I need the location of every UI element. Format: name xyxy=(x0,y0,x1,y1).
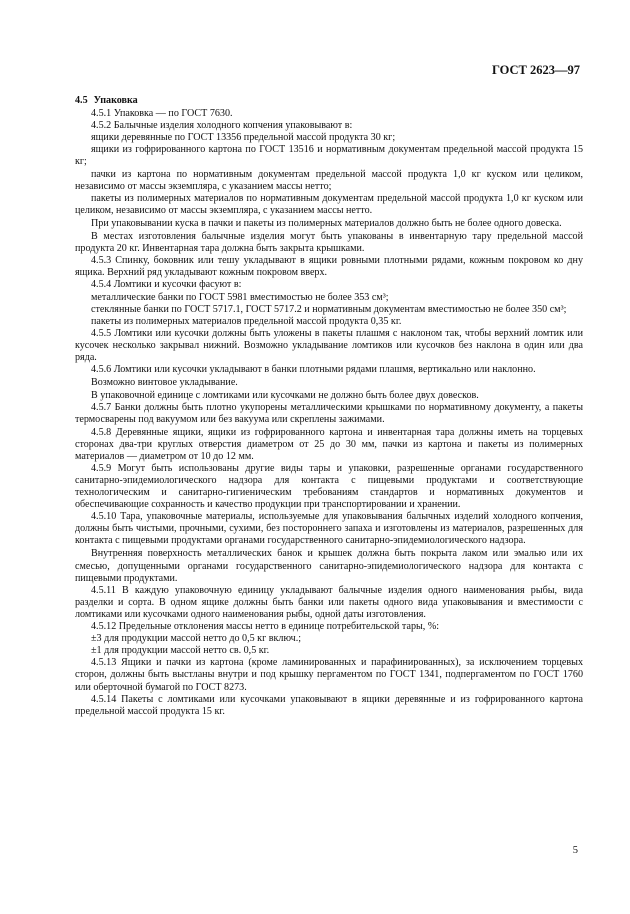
paragraph: стеклянные банки по ГОСТ 5717.1, ГОСТ 5717.2 и нормативным документам вместимостью не более 350 см³; xyxy=(91,303,567,315)
paragraph-4-5-9: 4.5.9 Могут быть использованы другие виды тары и упаковки, разрешенные органами государственного санитарно-эпидемиологического надзора для контакта с пищевыми продуктами и соответствующие технологическим и санитарно-гигиеническим требованиям стандартов и нормативных документов и обеспечивающие сохранность и качество продукции при транспортировании и хранении. xyxy=(75,462,583,511)
paragraph: пакеты из полимерных материалов предельной массой продукта 0,35 кг. xyxy=(91,315,402,327)
paragraph: пачки из картона по нормативным документам предельной массой продукта 1,0 кг куском или целиком, независимо от массы экземпляра, с указанием массы нетто; xyxy=(75,168,583,192)
paragraph: В местах изготовления балычные изделия могут быть упакованы в инвентарную тару предельной массой продукта 20 кг. Инвентарная тара должна быть закрыта крышками. xyxy=(75,231,583,255)
paragraph-4-5-3: 4.5.3 Спинку, боковник или тешу укладывают в ящики ровными плотными рядами, кожным покровом ко дну ящика. Верхний ряд укладывают кожным покровом вверх. xyxy=(75,255,583,279)
paragraph-4-5-11: 4.5.11 В каждую упаковочную единицу укладывают балычные изделия одного наименования рыбы, вида разделки и сорта. В одном ящике должны быть банки или пакеты одного вида упаковывания и вместимости с ломтиками или кусочками одного наименования рыбы, одной даты изготовления. xyxy=(75,584,583,620)
paragraph: ящики деревянные по ГОСТ 13356 предельной массой продукта 30 кг; xyxy=(91,132,396,144)
paragraph: пакеты из полимерных материалов по нормативным документам предельной массой продукта 1,0 кг куском или целиком, независимо от массы экземпляра, с указанием массы нетто. xyxy=(75,192,583,216)
document-body xyxy=(75,95,583,718)
paragraph-4-5-4: 4.5.4 Ломтики и кусочки фасуют в: xyxy=(91,279,242,291)
paragraph: В упаковочной единице с ломтиками или кусочками не должно быть более двух довесков. xyxy=(91,390,479,402)
section-number: 4.5 xyxy=(75,95,88,106)
paragraph: ±1 для продукции массой нетто св. 0,5 кг. xyxy=(91,645,270,657)
paragraph-4-5-2: 4.5.2 Балычные изделия холодного копчения упаковывают в: xyxy=(91,120,353,132)
paragraph-4-5-13: 4.5.13 Ящики и пачки из картона (кроме ламинированных и парафинированных), за исключением торцевых сторон, должны быть выстланы внутри и под крышку пергаментом по ГОСТ 1341, подпергаментом по ГОСТ 1760 или оберточной бумагой по ГОСТ 8273. xyxy=(75,657,583,693)
paragraph: ящики из гофрированного картона по ГОСТ 13516 и нормативным документам предельной массой продукта 15 кг; xyxy=(75,144,583,168)
paragraph: ±3 для продукции массой нетто до 0,5 кг включ.; xyxy=(91,633,302,645)
paragraph-4-5-5: 4.5.5 Ломтики или кусочки должны быть уложены в пакеты плашмя с наклоном так, чтобы верхний ломтик или кусочек несколько закрывал нижний. Возможно укладывание ломтиков или кусочков без наклона в один или два ряда. xyxy=(75,327,583,363)
paragraph: металлические банки по ГОСТ 5981 вместимостью не более 353 см³; xyxy=(91,291,389,303)
paragraph-4-5-12: 4.5.12 Предельные отклонения массы нетто в единице потребительской тары, %: xyxy=(91,621,440,633)
paragraph-4-5-14: 4.5.14 Пакеты с ломтиками или кусочками упаковывают в ящики деревянные и из гофрированного картона предельной массой продукта 15 кг. xyxy=(75,693,583,717)
paragraph-4-5-6: 4.5.6 Ломтики или кусочки укладывают в банки плотными рядами плашмя, вертикально или наклонно. xyxy=(91,364,536,376)
paragraph: При упаковывании куска в пачки и пакеты из полимерных материалов должно быть не более одного довеска. xyxy=(91,217,562,229)
paragraph-4-5-1: 4.5.1 Упаковка — по ГОСТ 7630. xyxy=(91,108,233,120)
section-title: Упаковка xyxy=(93,95,138,106)
section-heading xyxy=(75,95,583,107)
paragraph-4-5-8: 4.5.8 Деревянные ящики, ящики из гофрированного картона и инвентарная тара должны иметь на торцевых сторонах два-три круглых отверстия диаметром от 25 до 30 мм, пачки из картона и пакеты из полимерных материалов — диаметром от 10 до 12 мм. xyxy=(75,426,583,462)
paragraph: Возможно винтовое укладывание. xyxy=(91,377,238,389)
paragraph-4-5-7: 4.5.7 Банки должны быть плотно укупорены металлическими крышками по нормативному документу, а пакеты термосварены под вакуумом или без вакуума или скреплены зажимами. xyxy=(75,402,583,426)
paragraph: Внутренняя поверхность металлических банок и крышек должна быть покрыта лаком или эмалью или их смесью, допущенными органами государственного санитарно-эпидемиологического надзора для контакта с пищевыми продуктами. xyxy=(75,548,583,584)
document-header: ГОСТ 2623—97 xyxy=(491,63,580,77)
page-number: 5 xyxy=(572,845,578,856)
paragraph-4-5-10: 4.5.10 Тара, упаковочные материалы, используемые для упаковывания балычных изделий холодного копчения, должны быть чистыми, прочными, сухими, без постороннего запаха и изготовлены из материалов, разрешенных для контакта с пищевыми продуктами органами государственного санитарно-эпидемиологического надзора. xyxy=(75,511,583,547)
